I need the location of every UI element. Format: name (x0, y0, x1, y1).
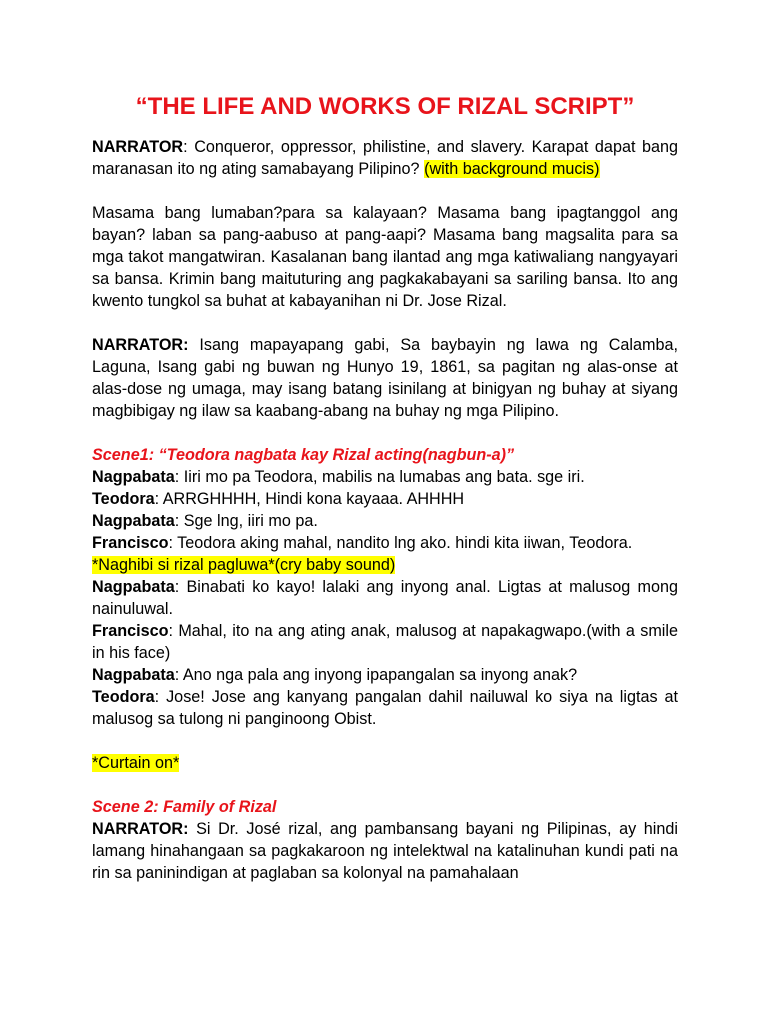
document-page (92, 92, 678, 884)
dialogue-text: Conqueror, oppressor, philistine, and slavery. Karapat dapat bang maranasan ito ng ating samabayang Pilipino? (92, 138, 679, 178)
dialogue-text: : Sge lng, iiri mo pa. (174, 512, 318, 530)
scene-1-heading: Scene1: “Teodora nagbata kay Rizal acting(nagbun-a)” (92, 446, 515, 464)
speaker-label: NARRATOR: (92, 336, 189, 354)
dialogue-text: : Iiri mo pa Teodora, mabilis na lumabas ang bata. sge iri. (174, 468, 585, 486)
dialogue-text: : Teodora aking mahal, nandito lng ako. hindi kita iiwan, Teodora. (168, 534, 633, 552)
highlighted-cue: (with background mucis) (424, 160, 600, 178)
dialogue-line (92, 664, 678, 686)
narration-paragraph: Masama bang lumaban?para sa kalayaan? Masama bang ipagtanggol ang bayan? laban sa pang-aabuso at pang-aapi? Masama bang magsalita para sa mga takot mangatwiran. Kasalanan bang ilantad ang mga katiwaliang nangyayari sa bansa. Krimin bang maituturing ang pagkakabayani sa sariling bansa. Ito ang kwento tungkol sa buhat at kabayanihan ni Dr. Jose Rizal. (92, 204, 678, 310)
narration-paragraph-3 (92, 818, 678, 884)
dialogue-text: Isang mapayapang gabi, Sa baybayin ng lawa ng Calamba, Laguna, Isang gabi ng buwan ng Hunyo 19, 1861, sa pagitan ng alas-onse at alas-dose ng umaga, may isang batang isinilang at binigyan ng buhay at siyang magbibigay ng ilaw sa kaabang-abang na buhay ng mga Pilipino. (92, 336, 678, 420)
speaker-label: Francisco (92, 534, 169, 552)
speaker-label: Nagpabata (92, 512, 175, 530)
speaker-label: NARRATOR (92, 138, 184, 156)
speaker-label: Francisco (92, 622, 169, 640)
intro-paragraph (92, 136, 678, 180)
speaker-label: NARRATOR: (92, 820, 189, 838)
dialogue-line (92, 488, 678, 510)
dialogue-line (92, 620, 678, 664)
speaker-label: Teodora (92, 688, 155, 706)
speaker-label: Nagpabata (92, 468, 175, 486)
highlighted-cue: *Naghibi si rizal pagluwa*(cry baby sound) (92, 556, 396, 574)
dialogue-line (92, 466, 678, 488)
document-title: “THE LIFE AND WORKS OF RIZAL SCRIPT” (135, 93, 635, 120)
speaker-label: Teodora (92, 490, 155, 508)
curtain-cue (92, 752, 678, 774)
dialogue-text: : Ano nga pala ang inyong ipapangalan sa inyong anak? (174, 666, 578, 684)
narration-paragraph-2 (92, 334, 678, 422)
speaker-label: Nagpabata (92, 578, 175, 596)
dialogue-text: Si Dr. José rizal, ang pambansang bayani ng Pilipinas, ay hindi lamang hinahangaan sa pagkakaroon ng intelektwal na katalinuhan kundi pati na rin sa paninindigan at paglaban sa kolonyal na pamahalaan (92, 820, 678, 882)
stage-cue (92, 554, 678, 576)
speaker-label: Nagpabata (92, 666, 175, 684)
dialogue-text: : Binabati ko kayo! lalaki ang inyong anal. Ligtas at malusog mong nainuluwal. (92, 578, 678, 618)
dialogue-line (92, 686, 678, 730)
dialogue-line (92, 576, 678, 620)
scene-2-heading: Scene 2: Family of Rizal (92, 798, 277, 816)
dialogue-line (92, 532, 678, 554)
dialogue-line (92, 510, 678, 532)
separator: : (183, 138, 195, 156)
highlighted-cue: *Curtain on* (92, 754, 180, 772)
dialogue-text: : Mahal, ito na ang ating anak, malusog at napakagwapo.(with a smile in his face) (92, 622, 678, 662)
dialogue-text: : Jose! Jose ang kanyang pangalan dahil nailuwal ko siya na ligtas at malusog sa tulong ni panginoong Obist. (92, 688, 678, 728)
dialogue-text: : ARRGHHHH, Hindi kona kayaaa. AHHHH (154, 490, 465, 508)
